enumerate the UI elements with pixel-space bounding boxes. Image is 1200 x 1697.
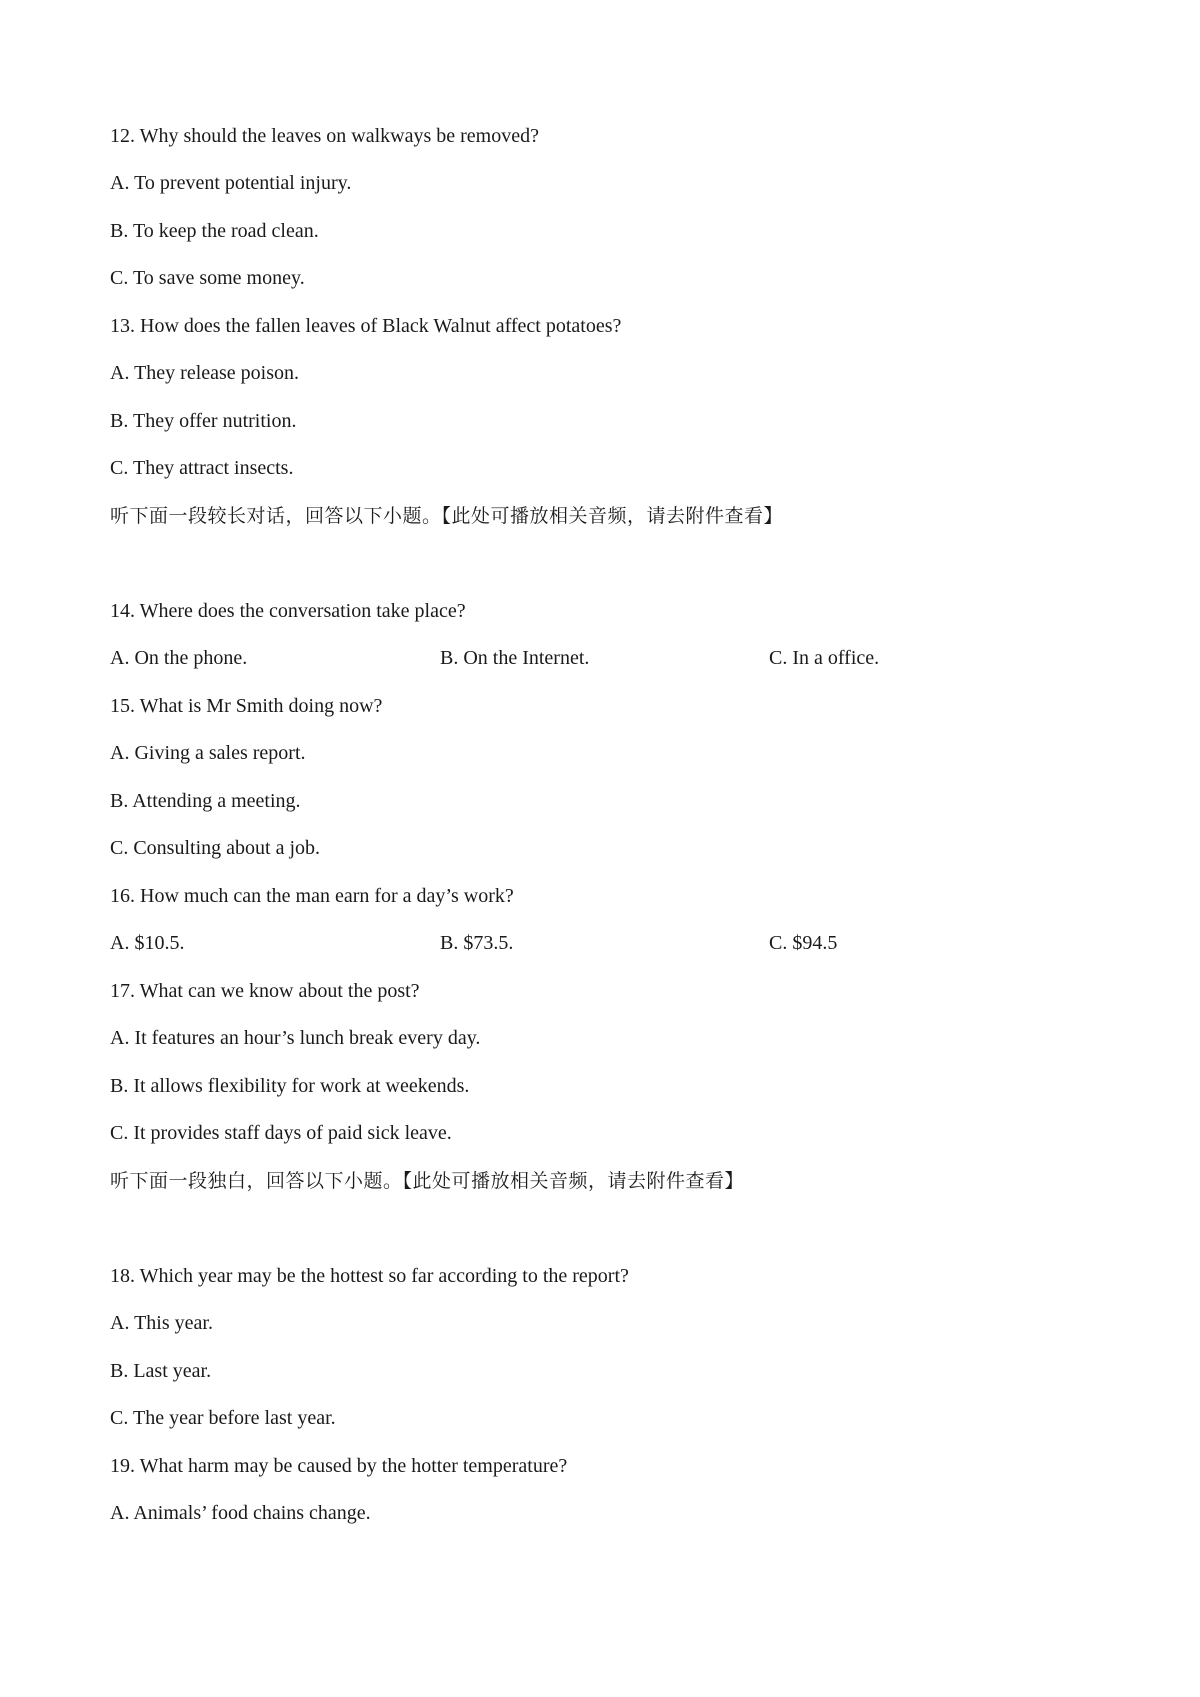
option-12b: B. To keep the road clean.: [110, 220, 319, 242]
option-17a: A. It features an hour’s lunch break every day.: [110, 1027, 481, 1049]
option-15b: B. Attending a meeting.: [110, 790, 301, 812]
option-17c: C. It provides staff days of paid sick leave.: [110, 1122, 452, 1144]
question-15: 15. What is Mr Smith doing now?: [110, 695, 383, 717]
option-14a: A. On the phone.: [110, 647, 248, 669]
option-12c: C. To save some money.: [110, 267, 305, 289]
question-14: 14. Where does the conversation take place?: [110, 600, 466, 622]
option-13c: C. They attract insects.: [110, 457, 294, 479]
question-13: 13. How does the fallen leaves of Black Walnut affect potatoes?: [110, 315, 622, 337]
option-12a: A. To prevent potential injury.: [110, 172, 352, 194]
option-15c: C. Consulting about a job.: [110, 837, 320, 859]
option-19a: A. Animals’ food chains change.: [110, 1502, 371, 1524]
option-16c: C. $94.5: [769, 932, 838, 954]
option-18c: C. The year before last year.: [110, 1407, 336, 1429]
section-instruction-monologue: 听下面一段独白，回答以下小题。【此处可播放相关音频，请去附件查看】: [110, 1170, 745, 1192]
question-12: 12. Why should the leaves on walkways be removed?: [110, 125, 539, 147]
option-14b: B. On the Internet.: [440, 647, 590, 669]
question-16: 16. How much can the man earn for a day’s work?: [110, 885, 514, 907]
option-16b: B. $73.5.: [440, 932, 514, 954]
question-18: 18. Which year may be the hottest so far according to the report?: [110, 1265, 629, 1287]
option-16a: A. $10.5.: [110, 932, 185, 954]
question-17: 17. What can we know about the post?: [110, 980, 420, 1002]
option-13a: A. They release poison.: [110, 362, 300, 384]
option-17b: B. It allows flexibility for work at weekends.: [110, 1075, 470, 1097]
section-instruction-dialogue: 听下面一段较长对话，回答以下小题。【此处可播放相关音频，请去附件查看】: [110, 505, 784, 527]
option-14c: C. In a office.: [769, 647, 880, 669]
option-18b: B. Last year.: [110, 1360, 212, 1382]
option-13b: B. They offer nutrition.: [110, 410, 297, 432]
option-18a: A. This year.: [110, 1312, 213, 1334]
question-19: 19. What harm may be caused by the hotter temperature?: [110, 1455, 568, 1477]
option-15a: A. Giving a sales report.: [110, 742, 306, 764]
